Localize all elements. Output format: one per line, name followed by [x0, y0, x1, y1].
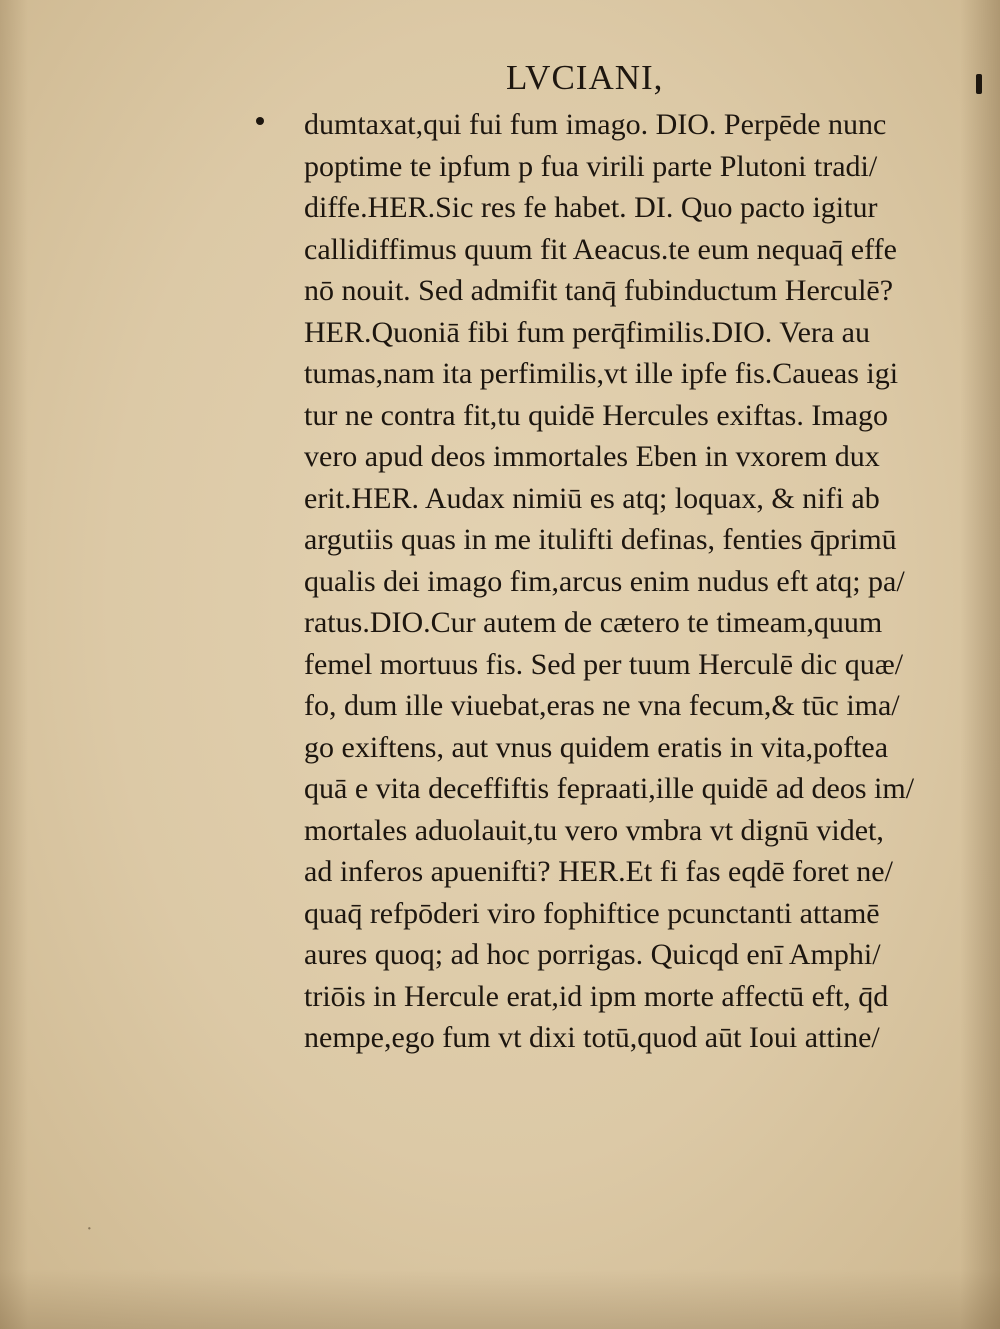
text-line: tur ne contra fit,tu quidē Hercules exiftas. Imago: [304, 398, 888, 432]
page-edge-shadow-left: [0, 0, 28, 1329]
running-head: LVCIANI,: [506, 58, 664, 97]
text-line: ratus.DIO.Cur autem de cætero te timeam,quum: [304, 606, 883, 639]
text-line: qualis dei imago fim,arcus enim nudus eft atq; pa/: [304, 564, 905, 598]
text-line: mortales aduolauit,tu vero vmbra vt dignū videt,: [304, 813, 884, 847]
text-line: triōis in Hercule erat,id ipm morte affectū eft, q̄d: [304, 979, 889, 1013]
text-line: erit.HER. Audax nimiū es atq; loquax, & nifi ab: [304, 481, 880, 515]
text-line: callidiffimus quum fit Aeacus.te eum nequaq̄ effe: [304, 232, 897, 266]
text-line: dumtaxat,qui fui fum imago. DIO. Perpēde nunc: [304, 108, 887, 141]
body-text: [304, 104, 924, 1059]
text-line: go exiftens, aut vnus quidem eratis in vita,poftea: [304, 730, 889, 764]
text-line: diffe.HER.Sic res fe habet. DI. Quo pacto igitur: [304, 191, 878, 224]
page-edge-shadow-right: [960, 0, 1000, 1329]
margin-ink-speck: ·: [86, 1218, 93, 1240]
text-line: vero apud deos immortales Eben in vxorem dux: [304, 440, 880, 473]
text-line: fo, dum ille viuebat,eras ne vna fecum,& tūc ima/: [304, 689, 900, 722]
text-line: quā e vita deceffiftis fepraati,ille quidē ad deos im/: [304, 772, 915, 805]
margin-bullet: [256, 117, 264, 125]
text-line: nō nouit. Sed admifit tanq̄ fubinductum Herculē?: [304, 274, 894, 307]
text-line: ad inferos apuenifti? HER.Et fi fas eqdē foret ne/: [304, 855, 893, 888]
page-edge-shadow-bottom: [0, 1269, 1000, 1329]
text-line: aures quoq; ad hoc porrigas. Quicqd enī Amphi/: [304, 938, 881, 971]
ink-mark: [976, 74, 982, 94]
text-line: HER.Quoniā fibi fum perq̄fimilis.DIO. Vera au: [304, 315, 871, 349]
text-line: quaq̄ refpōderi viro fophiftice pcunctanti attamē: [304, 896, 880, 930]
text-line: nempe,ego fum vt dixi totū,quod aūt Ioui attine/: [304, 1021, 880, 1054]
text-line: poptime te ipfum p fua virili parte Plutoni tradi/: [304, 149, 878, 183]
text-line: tumas,nam ita perfimilis,vt ille ipfe fis.Caueas igi: [304, 357, 899, 390]
text-line: argutiis quas in me itulifti definas, fenties q̄primū: [304, 523, 897, 556]
text-line: femel mortuus fis. Sed per tuum Herculē dic quæ/: [304, 647, 904, 681]
